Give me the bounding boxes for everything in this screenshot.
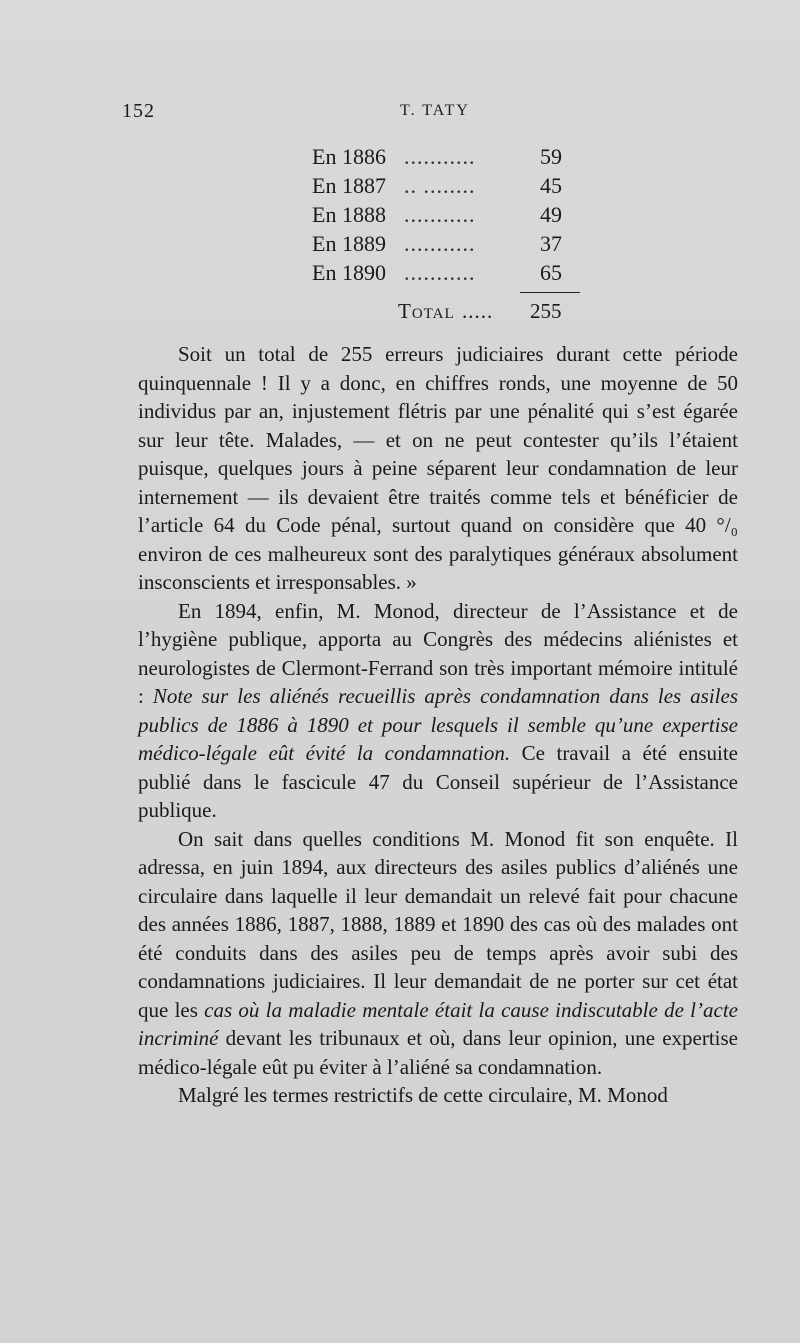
dot-leader: ........... xyxy=(404,202,476,227)
stat-count: 49 xyxy=(540,202,562,227)
dot-leader: ........... xyxy=(404,231,476,256)
dot-leader: ........... xyxy=(404,144,476,169)
stat-row xyxy=(312,142,582,171)
stat-row xyxy=(312,258,582,287)
stat-row xyxy=(312,171,582,200)
stat-count: 45 xyxy=(540,173,562,198)
total-label: Total xyxy=(398,299,455,323)
page-number: 152 xyxy=(122,100,155,122)
paragraph-text: devant les tribunaux et où, dans leur opinion, une expertise médico-légale eût pu éviter à l’aliéné sa condamnation. xyxy=(138,1026,738,1079)
paragraph xyxy=(138,340,738,597)
paragraph-text: En 1894, enfin, M. Monod, directeur de l’Assistance et de l’hygiène publique, apporta au Congrès des médecins aliénistes et neurologistes de Clermont-Ferrand son très important mémoire intitulé : xyxy=(138,598,738,708)
stat-year: En 1886 xyxy=(312,144,386,169)
body-text xyxy=(138,340,738,1110)
stat-row xyxy=(312,200,582,229)
paragraph xyxy=(138,597,738,825)
stat-year: En 1890 xyxy=(312,260,386,285)
stat-row xyxy=(312,229,582,258)
total-rule xyxy=(520,292,580,293)
paragraph-text: On sait dans quelles conditions M. Monod fit son enquête. Il adressa, en juin 1894, aux directeurs des asiles publics d’aliénés une circulaire dans laquelle il leur demandait un relevé fait pour chacune des années 1886, 1887, 1888, 1889 et 1890 des cas où des malades ont été conduits dans des asiles peu de temps après avoir subi des condamnations judiciaires. Il leur demandait de ne porter sur cet état que les xyxy=(138,826,738,1022)
stat-count: 59 xyxy=(540,144,562,169)
yearly-statistics xyxy=(312,142,582,287)
paragraph-text: Soit un total de 255 erreurs judiciaires durant cette période quinquennale ! Il y a donc, en chiffres ronds, une moyenne de 50 individus par an, injustement flétris par une pénalité qui s’est égarée sur leur tête. Malades, — et on ne peut contester qu’ils l’étaient puisque, quelques jours à peine séparent leur condamnation de leur internement — ils devaient être traités comme tels et bénéficier de l’article 64 du Code pénal, surtout quand on considère que 40 °/₀ environ de ces malheureux sont des paralytiques généraux absolument insconscients et irresponsables. » xyxy=(138,342,738,594)
paragraph-text: Ce travail a été ensuite publié dans le fascicule 47 du Conseil supérieur de l’Assistance publique. xyxy=(138,741,738,822)
stat-count: 37 xyxy=(540,231,562,256)
dot-leader: ........... xyxy=(404,260,476,285)
paragraph-text: Malgré les termes restrictifs de cette circulaire, M. Monod xyxy=(178,1083,668,1107)
stat-year: En 1889 xyxy=(312,231,386,256)
running-head: T. TATY xyxy=(400,102,470,119)
stat-year: En 1888 xyxy=(312,202,386,227)
total-value: 255 xyxy=(530,299,562,323)
page-header xyxy=(122,100,750,130)
dot-leader: .. ........ xyxy=(404,173,476,198)
dot-leader: ..... xyxy=(462,299,494,323)
stat-count: 65 xyxy=(540,260,562,285)
paragraph xyxy=(138,1081,738,1110)
stat-year: En 1887 xyxy=(312,173,386,198)
emphasized-text: cas où la maladie mentale était la cause indiscutable de l’acte incriminé xyxy=(138,997,738,1050)
total-row xyxy=(398,299,588,325)
cited-title: Note sur les aliénés recueillis après condamnation dans les asiles publics de 1886 à 1890 et pour lesquels il semble qu’une expertise médico-légale eût évité la condamnation. xyxy=(138,684,738,765)
paragraph xyxy=(138,825,738,1082)
